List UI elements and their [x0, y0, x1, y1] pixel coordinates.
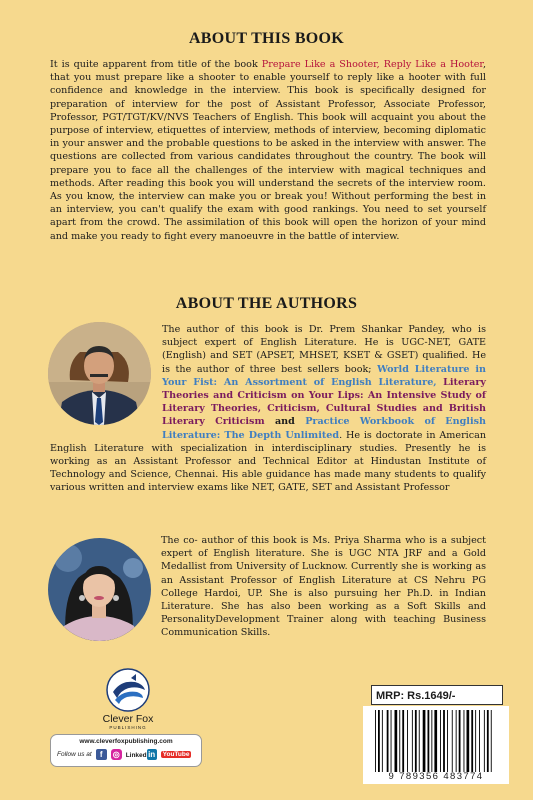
follow-label: Follow us at	[57, 751, 92, 758]
about-book-text-1: It is quite apparent from title of the book	[50, 59, 262, 70]
publisher-sub: PUBLISHING	[109, 725, 147, 730]
about-book-text-2: , that you must prepare like a shooter to enable yourself to reply like a hooter with full confidence and knowledge in the interview. This book is specifically designed for preparation of interview for the post of Assistant Professor, Associate Professor, Professor, PGT/TGT/KV/NVS Teachers of English. This book will acquaint you about the purpose of interview, etiquettes of interview, methods of interview, becoming diplomatic in your answer and the probable questions to be asked in the interview with answer. The questions are collected from various candidates throughout the country. The book will prepare you to face all the challenges of the interview with magical techniques and methods. After reading this book you will understand the secrets of the interview room. As you know, the interview can make you or break you! Without performing the best in an interview, you can't qualify the exam with good rankings. You need to set yourself apart from the crowd. The assimilation of this book will open the horizon of your mind and make you ready to fight every manoeuvre in the battle of interview.	[50, 59, 487, 242]
barcode-bars	[363, 710, 509, 774]
author2-text: The co- author of this book is Ms. Priya Sharma who is a subject expert of English literature. She is UGC NTA JRF and a Gold Medallist from University of Lucknow. Currently she is working as an Assistant Professor of English Literature at CS Nehru PG College Hardoi, UP. She is also pursuing her Ph.D. in Indian Literature. She has also been working as a Soft Skills and PersonalityDevelopment Trainer along with teaching Business Communication Skills.	[161, 535, 486, 639]
author1-text-2: . He is doctorate in American English Literature with specialization in interdisciplinary studies. Presently he is working as an Assistant Professor and Technical Editor at Hindustan Institute of Technology and Science, Chennai. His able guidance has made many students to qualify various written and interview exams like NET, GATE, SET and Assistant Professor	[50, 429, 486, 494]
youtube-icon[interactable]: YouTube	[162, 751, 190, 758]
book2-title: Literary Theories and Criticism on Your Lips: An Intensive Study of Literary Theories, Criticism, Cultural Studies and British Literary Criticism	[162, 376, 486, 428]
about-book-heading: ABOUT THIS BOOK	[188, 30, 345, 47]
author1-paragraph	[50, 323, 486, 495]
instagram-icon[interactable]: ◎	[111, 749, 122, 760]
book-title-link: Prepare Like a Shooter, Reply Like a Hooter	[261, 59, 483, 70]
book3-title: Practice Workbook of English Literature: The Depth Unlimited	[162, 416, 486, 441]
fox-logo-icon	[105, 668, 151, 712]
publisher-logo	[98, 668, 158, 732]
mrp-price: MRP: Rs.1649/-	[371, 685, 503, 705]
linkedin-icon[interactable]: Linkedin	[125, 750, 156, 759]
barcode-number: 9 789356 483774	[388, 771, 484, 782]
book1-title: World Literature in Your Fist: An Assortment of English Literature,	[162, 363, 487, 388]
photo-spacer	[50, 323, 162, 429]
social-box	[50, 734, 202, 767]
author1-text-1: The author of this book is Dr. Prem Shankar Pandey, who is subject expert of English Literature. He is UGC-NET, GATE (English) and SET (APSET, MHSET, KSET & GSET) qualified. He is the author of three best sellers book;	[162, 324, 486, 375]
author2-photo	[48, 538, 151, 641]
author1-and: and	[264, 416, 306, 428]
about-book-paragraph	[50, 58, 486, 243]
author2-paragraph	[161, 534, 486, 640]
about-authors-heading: ABOUT THE AUTHORS	[175, 295, 358, 312]
publisher-name: Clever Fox	[102, 713, 154, 725]
social-row	[57, 749, 191, 760]
isbn-barcode	[363, 706, 509, 784]
facebook-icon[interactable]: f	[96, 749, 107, 760]
website-url[interactable]: www.cleverfoxpublishing.com	[79, 738, 173, 745]
